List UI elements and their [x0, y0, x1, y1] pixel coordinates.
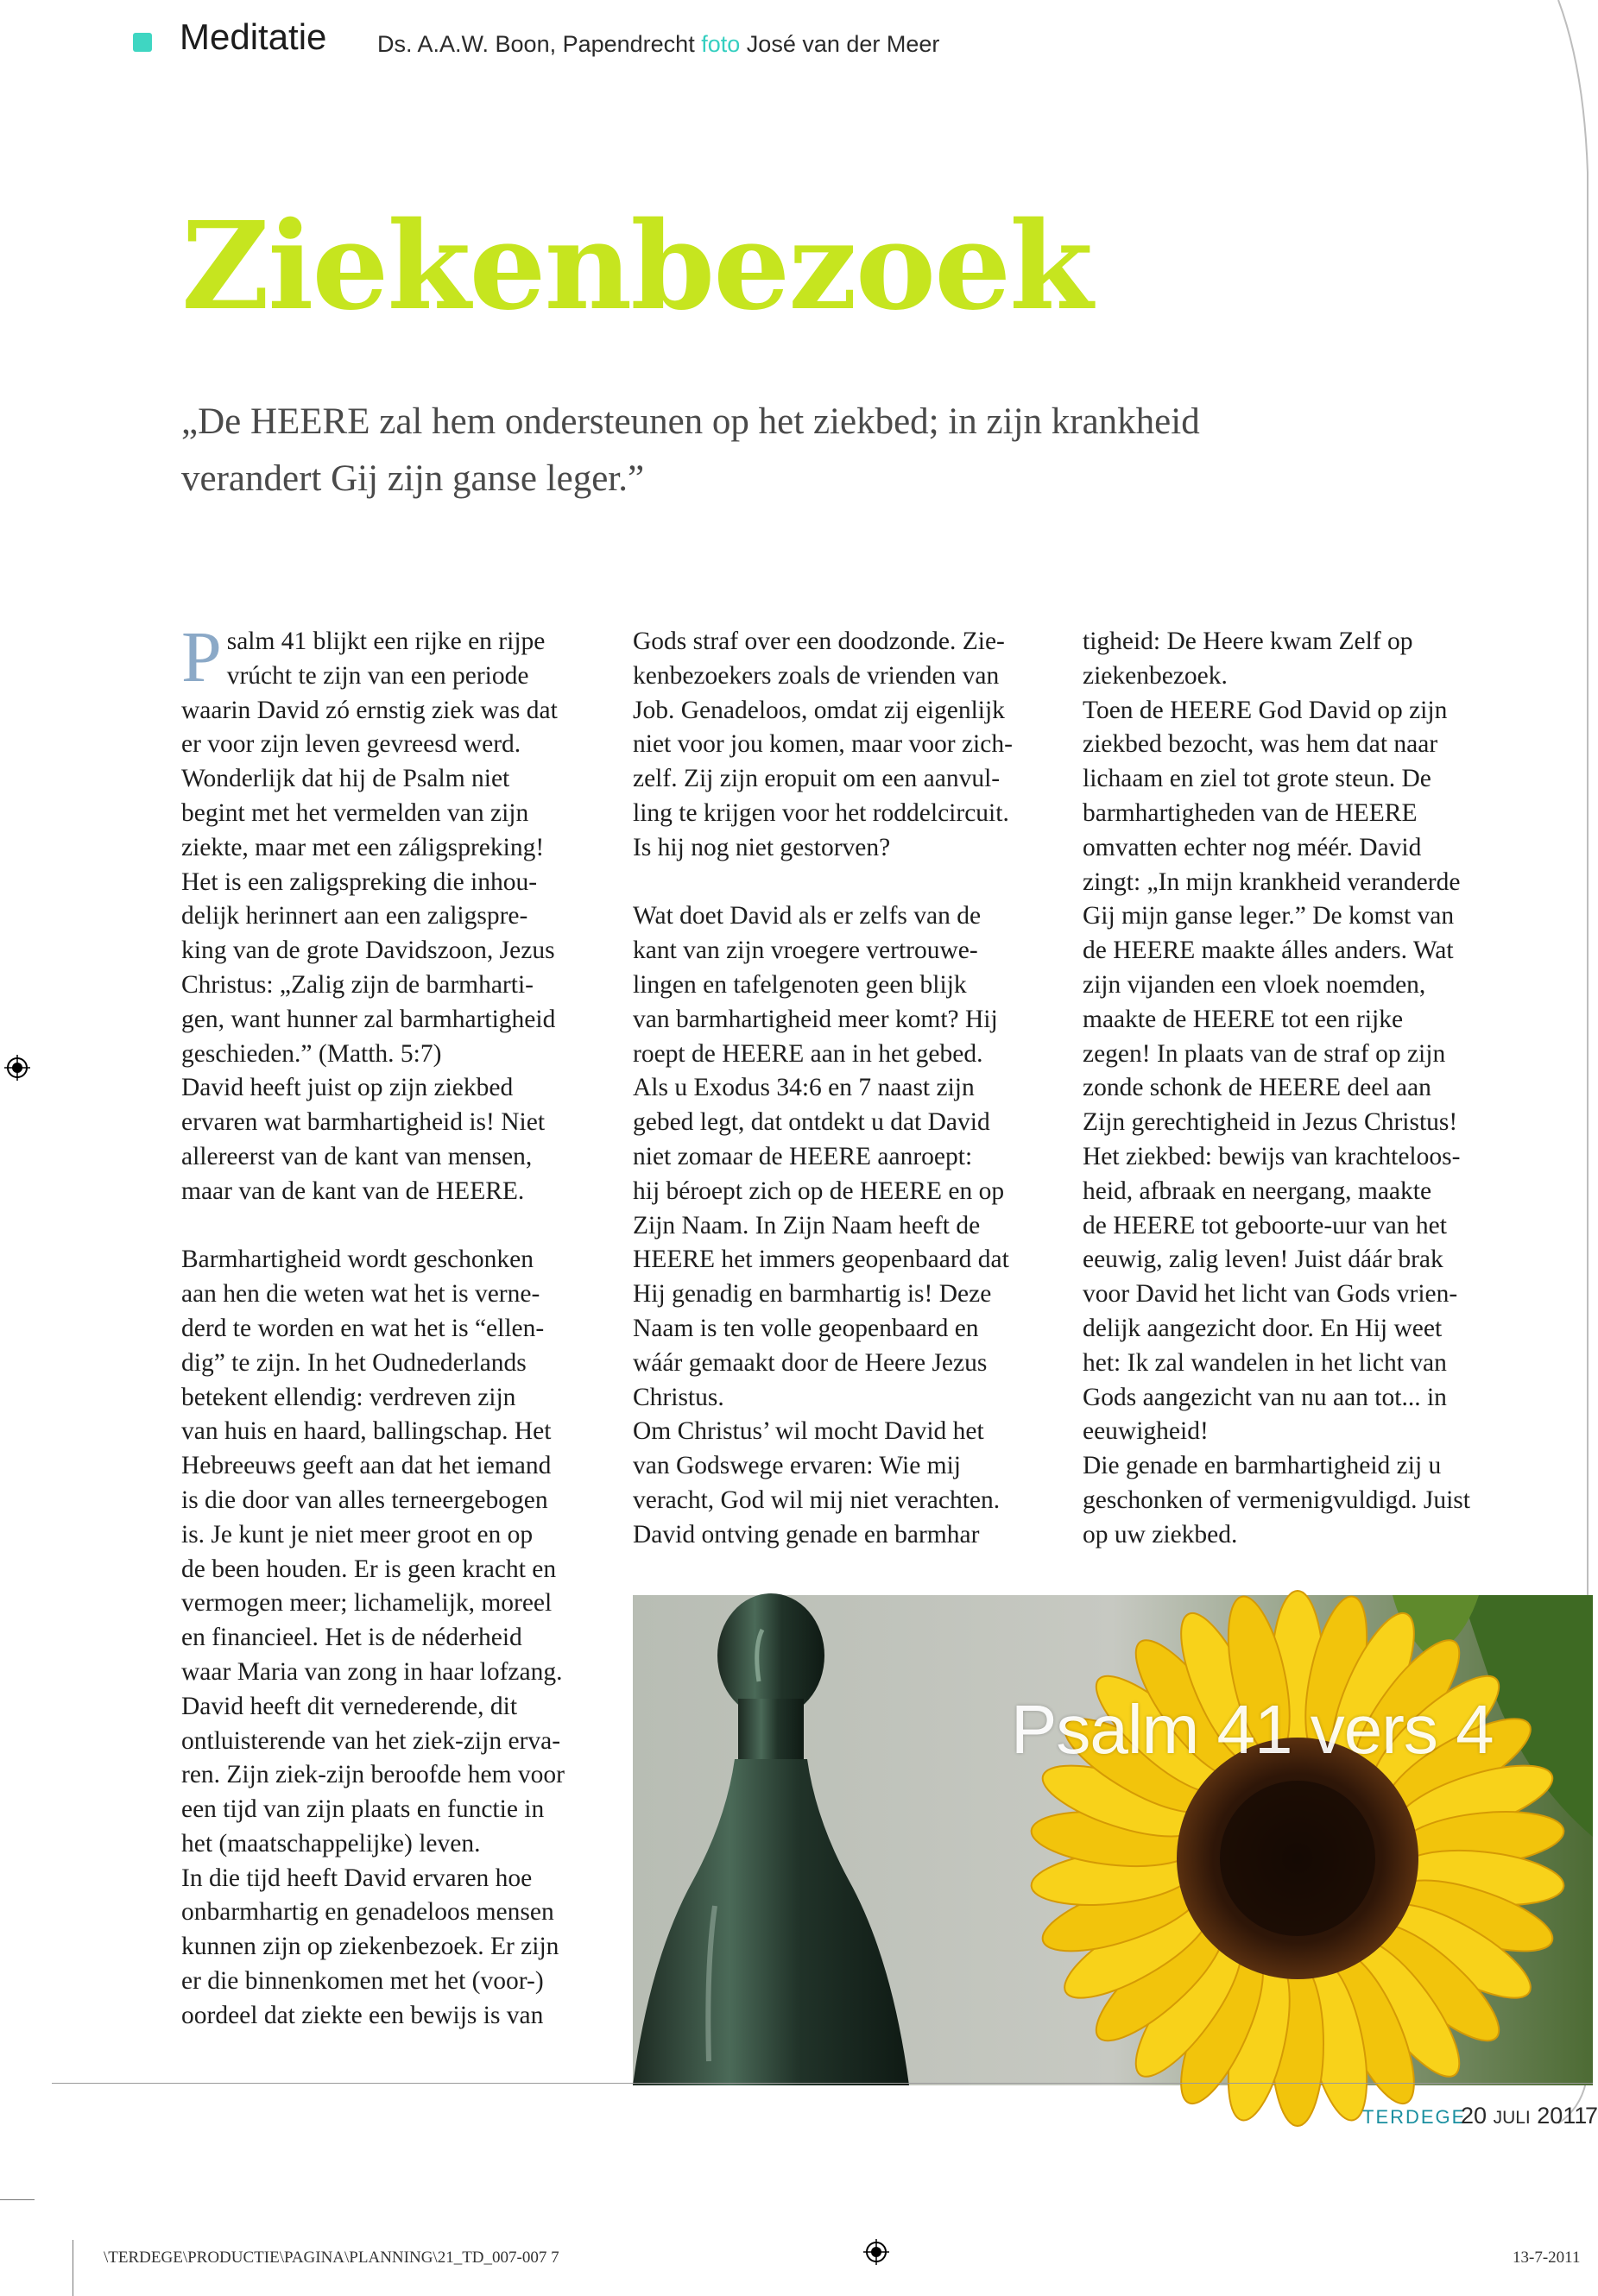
issue-month: JULI: [1493, 2108, 1531, 2128]
author: Ds. A.A.W. Boon, Papendrecht: [377, 31, 695, 57]
photo-credit-label: foto: [701, 31, 741, 57]
footer-rule: [52, 2083, 1593, 2084]
drop-cap: P: [181, 617, 222, 697]
paragraph: Wat doet David als er zelfs van de kant van zijn vroegere vertrouwe- lingen en tafelgenoten geen blijk van barmhartigheid meer komt? Hij roept de HEERE aan in het gebed. Als u Exodus 34:6 en 7 naast zijn gebed legt, dat ontdekt u dat David niet zomaar de HEERE aanroept: hij béroept zich op de HEERE en op Zijn Naam. In Zijn Naam heeft de HEERE het immers geopenbaard dat Hij genadig en barmhartig is! Deze Naam is ten volle geopenbaard en wáár gemaakt door de Heere Jezus Christus. Om Christus’ wil mocht David het van Godswege ervaren: Wie mij veracht, God wil mij niet verachten. David ontving genade en barmhar: [633, 902, 1009, 1549]
crop-mark: [0, 2199, 35, 2200]
slug-date: 13-7-2011: [1513, 2249, 1581, 2267]
article-title: Ziekenbezoek: [181, 196, 1092, 337]
paragraph: Barmhartigheid wordt geschonken aan hen die weten wat het is verne- derd te worden en wat het is “ellen- dig” te zijn. In het Oudnederlands betekent ellendig: verdreven zijn van huis en haard, ballingschap. Het Hebreeuws geeft aan dat het iemand is die door van alles terneergebogen is. Je kunt je niet meer groot en op de been houden. Er is geen kracht en vermogen meer; lichamelijk, moreel en financieel. Het is de néderheid waar Maria van zong in haar lofzang. David heeft dit vernederende, dit ontluisterende van het ziek-zijn erva- ren. Zijn ziek-zijn beroofde hem voor een tijd van zijn plaats en functie in het (maatschappelijke) leven. In die tijd heeft David ervaren hoe onbarmhartig en genadeloos mensen kunnen zijn op ziekenbezoek. Er zijn er die binnenkomen met het (voor-) oordeel dat ziekte een bewijs is van: [181, 1246, 565, 2029]
registration-mark-icon: [863, 2239, 889, 2265]
sunflower-photo: [633, 1595, 1593, 2085]
paragraph: tigheid: De Heere kwam Zelf op ziekenbezoek. Toen de HEERE God David op zijn ziekbed bezocht, was hem dat naar lichaam en ziel tot grote steun. De barmhartigheden van de HEERE omvatten echter nog méér. David zingt: „In mijn krankheid veranderde Gij mijn ganse leger.” De komst van de HEERE maakte álles anders. Wat zijn vijanden een vloek noemden, maakte de HEERE tot een rijke zegen! In plaats van de straf op zijn zonde schonk de HEERE deel aan Zijn gerechtigheid in Jezus Christus! Het ziekbed: bewijs van krachteloos- heid, afbraak en neergang, maakte de HEERE tot geboorte-uur van het eeuwig, zalig leven! Juist dáár brak voor David het licht van Gods vrien- delijk aangezicht door. En Hij weet het: Ik zal wandelen in het licht van Gods aangezicht van nu aan tot... in eeuwigheid! Die genade en barmhartigheid zij u geschonken of vermenigvuldigd. Juist op uw ziekbed.: [1083, 628, 1470, 1549]
text-column-2: [633, 625, 1056, 1553]
issue-day: 20: [1461, 2103, 1487, 2129]
text-column-3: [1083, 625, 1506, 1553]
paragraph: Gods straf over een doodzonde. Zie- kenbezoekers zoals de vrienden van Job. Genadeloos, omdat zij eigenlijk niet voor jou komen, maar voor zich- zelf. Zij zijn eropuit om een aanvul- ling te krijgen voor het roddelcircuit. Is hij nog niet gestorven?: [633, 628, 1013, 861]
issue-date: [1461, 2103, 1587, 2129]
intro-quote: „De HEERE zal hem ondersteunen op het ziekbed; in zijn krankheid verandert Gij zijn ganse leger.”: [181, 401, 1200, 499]
issue-year: 2011: [1537, 2103, 1588, 2129]
photo-caption: Psalm 41 vers 4: [1011, 1691, 1494, 1768]
text-column-1: [181, 617, 613, 2034]
section-marker: [133, 33, 152, 52]
registration-mark-icon: [4, 1055, 30, 1081]
page-number: 7: [1585, 2103, 1598, 2129]
sunflower-illustration: [633, 1595, 1593, 2085]
slug-path: \TERDEGE\PRODUCTIE\PAGINA\PLANNING\21_TD_007-007 7: [104, 2249, 559, 2267]
magazine-name: TERDEGE: [1362, 2106, 1467, 2128]
photographer: José van der Meer: [746, 31, 940, 57]
byline: [377, 30, 939, 58]
section-label: Meditatie: [180, 16, 327, 57]
paragraph: salm 41 blijkt een rijke en rijpe vrúcht te zijn van een periode waarin David zó ernstig ziek was dat er voor zijn leven gevreesd werd. Wonderlijk dat hij de Psalm niet begint met het vermelden van zijn ziekte, maar met een záligspreking! Het is een zaligspreking die inhou- delijk herinnert aan een zaligspre- king van de grote Davidszoon, Jezus Christus: „Zalig zijn de barmharti- gen, want hunner zal barmhartigheid geschieden.” (Matth. 5:7) David heeft juist op zijn ziekbed ervaren wat barmhartigheid is! Niet allereerst van de kant van mensen, maar van de kant van de HEERE.: [181, 628, 558, 1205]
